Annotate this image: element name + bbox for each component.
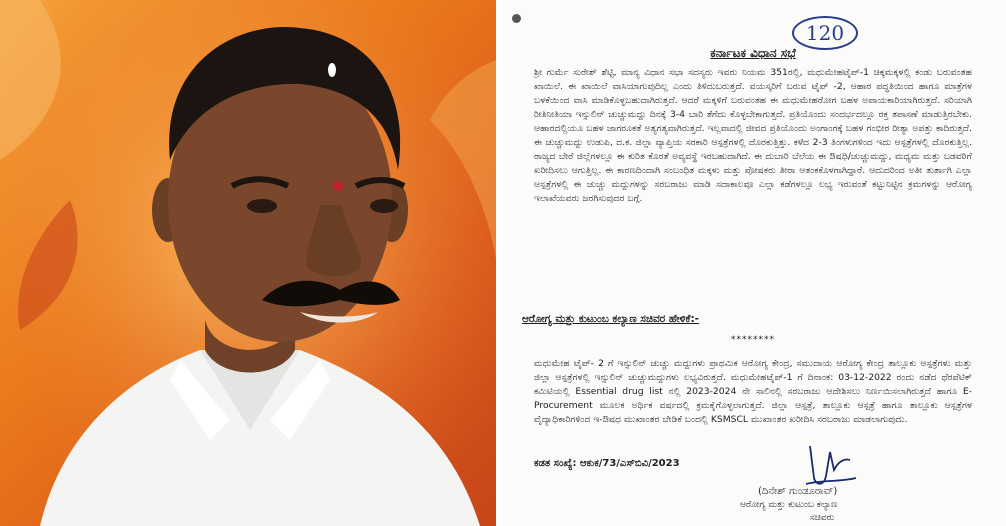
reply-paragraph: ಮಧುಮೇಹ ಟೈಪ್- 2 ಗೆ ಇನ್ಸುಲಿನ್ ಚುಚ್ಚು ಮದ್ದುಗಳು ಪ್ರಾಥಮಿಕ ಆರೋಗ್ಯ ಕೇಂದ್ರ, ಸಮುದಾಯ ಆರೋಗ್ಯ ಕೇಂದ್ರ ತಾಲ್ಲೂಕು ಆಸ್ಪತ್ರೆಗಳು ಮತ್ತು ಜಿಲ್ಲಾ ಆಸ್ಪತ್ರೆಗಳಲ್ಲಿ ಇನ್ಸುಲಿನ್ ಚುಚ್ಚುಮದ್ದುಗಳು ಲಭ್ಯವಿರುತ್ತದೆ. ಮಧುಮೇಹಟೈಪ್-1 ಗೆ ದಿನಾಂಕ: 03-12-2022 ರಂದು ನಡೆದ ಥೆರಪೆಟಿಕ್ ಕಮಿಟಿಯಲ್ಲಿ Essential drug list ನಲ್ಲಿ 2023-2024 ನೇ ಸಾಲಿನಲ್ಲಿ ಸರಬರಾಜು ಆದೇಶಿಸಲು ನಿರ್ಣಯಿಸಲಾಗಿರುತ್ತದೆ ಹಾಗೂ E-Procurement ಮೂಲಕ ಅರ್ಥಿಕ ವರ್ಷದಲ್ಲಿ ಕ್ರಮಕೈಗೊಳ್ಳಲಾಗುತ್ತದೆ. ಜಿಲ್ಲಾ ಆಸ್ಪತ್ರೆ, ತಾಲ್ಲೂಕು ಆಸ್ಪತ್ರೆ ಹಾಗೂ ತಾಲ್ಲೂಕು ಆಸ್ಪತ್ರೆಗಳ ವೈದ್ಯಾಧಿಕಾರಿಗಳಿಂದ ಇ-ಔಷಧ ಮುಖಾಂತರ ಬೇಡಿಕೆ ಬಂದಲ್ಲಿ KSMSCL ಮುಖಾಂತರ ಖರೀದಿಸಿ ಸರಬರಾಜು ಮಾಡಲಾಗುವುದು. (534, 358, 972, 425)
portrait-photo (0, 0, 496, 526)
document-header: ಕರ್ನಾಟಕ ವಿಧಾನ ಸಭೆ (710, 46, 796, 60)
reply-heading: ಆರೋಗ್ಯ ಮತ್ತು ಕುಟುಂಬ ಕಲ್ಯಾಣ ಸಚಿವರ ಹೇಳಿಕೆ:- (522, 313, 700, 325)
signatory-role: ಸಚಿವರು (810, 513, 835, 523)
question-paragraph: ಶ್ರೀ ಗುರ್ಮೆ ಸುರೇಶ್ ಶೆಟ್ಟಿ, ಮಾನ್ಯ ವಿಧಾನ ಸಭಾ ಸದಸ್ಯರು ಇವರು ನಿಯಮ 351ರಲ್ಲಿ, ಮಧುಮೇಹಟೈಪ್-1 ಚಿಕ್ಕಮಕ್ಕಳಲ್ಲಿ ಕಂಡು ಬರುವಂತಹ ಖಾಯಿಲೆ. ಈ ಖಾಯಿಲೆ ವಾಸಿಯಾಗುವುದಿಲ್ಲ ಎಂದು ತಿಳಿದುಬರುತ್ತದೆ. ವಯಸ್ಕರಿಗೆ ಬರುವ ಟೈಪ್ -2, ಆಹಾರ ಪದ್ಧತಿಯಿಂದ ಹಾಗೂ ಮಾತ್ರೆಗಳ ಬಳಕೆಯಿಂದ ವಾಸಿ ಮಾಡಿಕೊಳ್ಳಬಹುದಾಗಿರುತ್ತದೆ. ಆದರೆ ಮಕ್ಕಳಿಗೆ ಬರುವಂತಹ ಈ ಮಧುಮೇಹರೋಗ ಬಹಳ ಅಪಾಯಕಾರಿಯಾಗಿರುತ್ತದೆ. ಸರಿಯಾಗಿ ರೀತಿನೀತಿಯಾ ಇನ್ಸುಲಿನ್ ಚುಚ್ಚುಮದ್ದು ದಿನಕ್ಕೆ 3-4 ಬಾರಿ ತೆಗೆದು ಕೊಳ್ಳಬೇಕಾಗುತ್ತದೆ. ಪ್ರತಿಯೊಂದು ಸಂದರ್ಭದಲ್ಲೂ ರಕ್ತ ತಪಾಸಣೆ ಮಾಡುತ್ತಿರಬೇಕು. ಆಹಾರದಲ್ಲಿಯೂ ಬಹಳ ಜಾಗರೂಕತೆ ಅತ್ಯಗತ್ಯವಾಗಿರುತ್ತದೆ. ಇಲ್ಲವಾದಲ್ಲಿ ಜೀವದ ಪ್ರತಿಯೊಂದು ಅಂಗಾಂಗಕ್ಕೆ ಬಹಳ ಗಂಭೀರ ರೀತ್ಯಾ ಅಪತ್ತು ಕಾದಿರುತ್ತದೆ. ಈ ಚುಚ್ಚುಮದ್ದು ಉಡುಪಿ, ದ.ಕ. ಜಿಲ್ಲಾ ವ್ಯಾಪ್ತಿಯ ಸರಕಾರಿ ಆಸ್ಪತ್ರೆಗಳಲ್ಲಿ ದೊರಕುತ್ತಿತ್ತು. ಕಳೆದ 2-3 ತಿಂಗಳುಗಳಿಂದ ಇದು ಆಸ್ಪತ್ರೆಗಳಲ್ಲಿ ದೊರಕುತ್ತಿಲ್ಲ. ರಾಜ್ಯದ ಬೇರೆ ಜಿಲ್ಲೆಗಳಲ್ಲೂ ಈ ಕುರಿತ ಕೊರತೆ ಅವ್ಯವಸ್ಥೆ ಇರಬಹುದಾಗಿದೆ. ಈ ದುಬಾರಿ ಬೆಲೆಯ ಈ ಔಷಧಿ/ಚುಚ್ಚುಮದ್ದು, ಮಧ್ಯಮ ಮತ್ತು ಬಡವರಿಗೆ ಖರೀದಿಸಲು ಆಗುತ್ತಿಲ್ಲ. ಈ ಕಾರಣದಿಂದಾಗಿ ಸಂಬಂಧಿತ ಮಕ್ಕಳು ಮತ್ತು ಪೋಷಕರು ತೀರಾ ಆತಂಕಕೊಳಗಾಗಿದ್ದಾರೆ. ಆದುದರಿಂದ ಅತೀ ತುರ್ತಾಗಿ ಎಲ್ಲಾ ಆಸ್ಪತ್ರೆಗಳಲ್ಲಿ ಈ ಚುಚ್ಚು ಮದ್ದುಗಳನ್ನು ಸರಬರಾಜು ಮಾಡಿ ಸದಾಕಾಲವೂ ಎಲ್ಲಾ ಕಡೆಗಳಲ್ಲೂ ಲಭ್ಯ ಇರುವಂತೆ ಕಟ್ಟುನಿಟ್ಟಿನ ಕ್ರಮಗಳನ್ನು ಆರೋಗ್ಯ ಇಲಾಖೆಯವರು ಜರಗಿಸುವುದರ ಬಗ್ಗೆ. (534, 67, 972, 204)
assembly-document (500, 0, 1006, 526)
file-reference: ಕಡತ ಸಂಖ್ಯೆ: ಆಕುಕ/73/ಎಸ್‌ಬಿವಿ/2023 (534, 458, 680, 469)
portrait-illustration (0, 0, 496, 526)
separator: ******** (731, 335, 775, 345)
signatory-name: (ದಿನೇಶ್ ಗುಂಡೂರಾವ್) (758, 486, 838, 497)
page-number: 120 (792, 16, 858, 50)
signatory-title: ಆರೋಗ್ಯ ಮತ್ತು ಕುಟುಂಬ ಕಲ್ಯಾಣ (740, 500, 838, 510)
punch-hole (512, 14, 521, 23)
signature (800, 440, 860, 492)
